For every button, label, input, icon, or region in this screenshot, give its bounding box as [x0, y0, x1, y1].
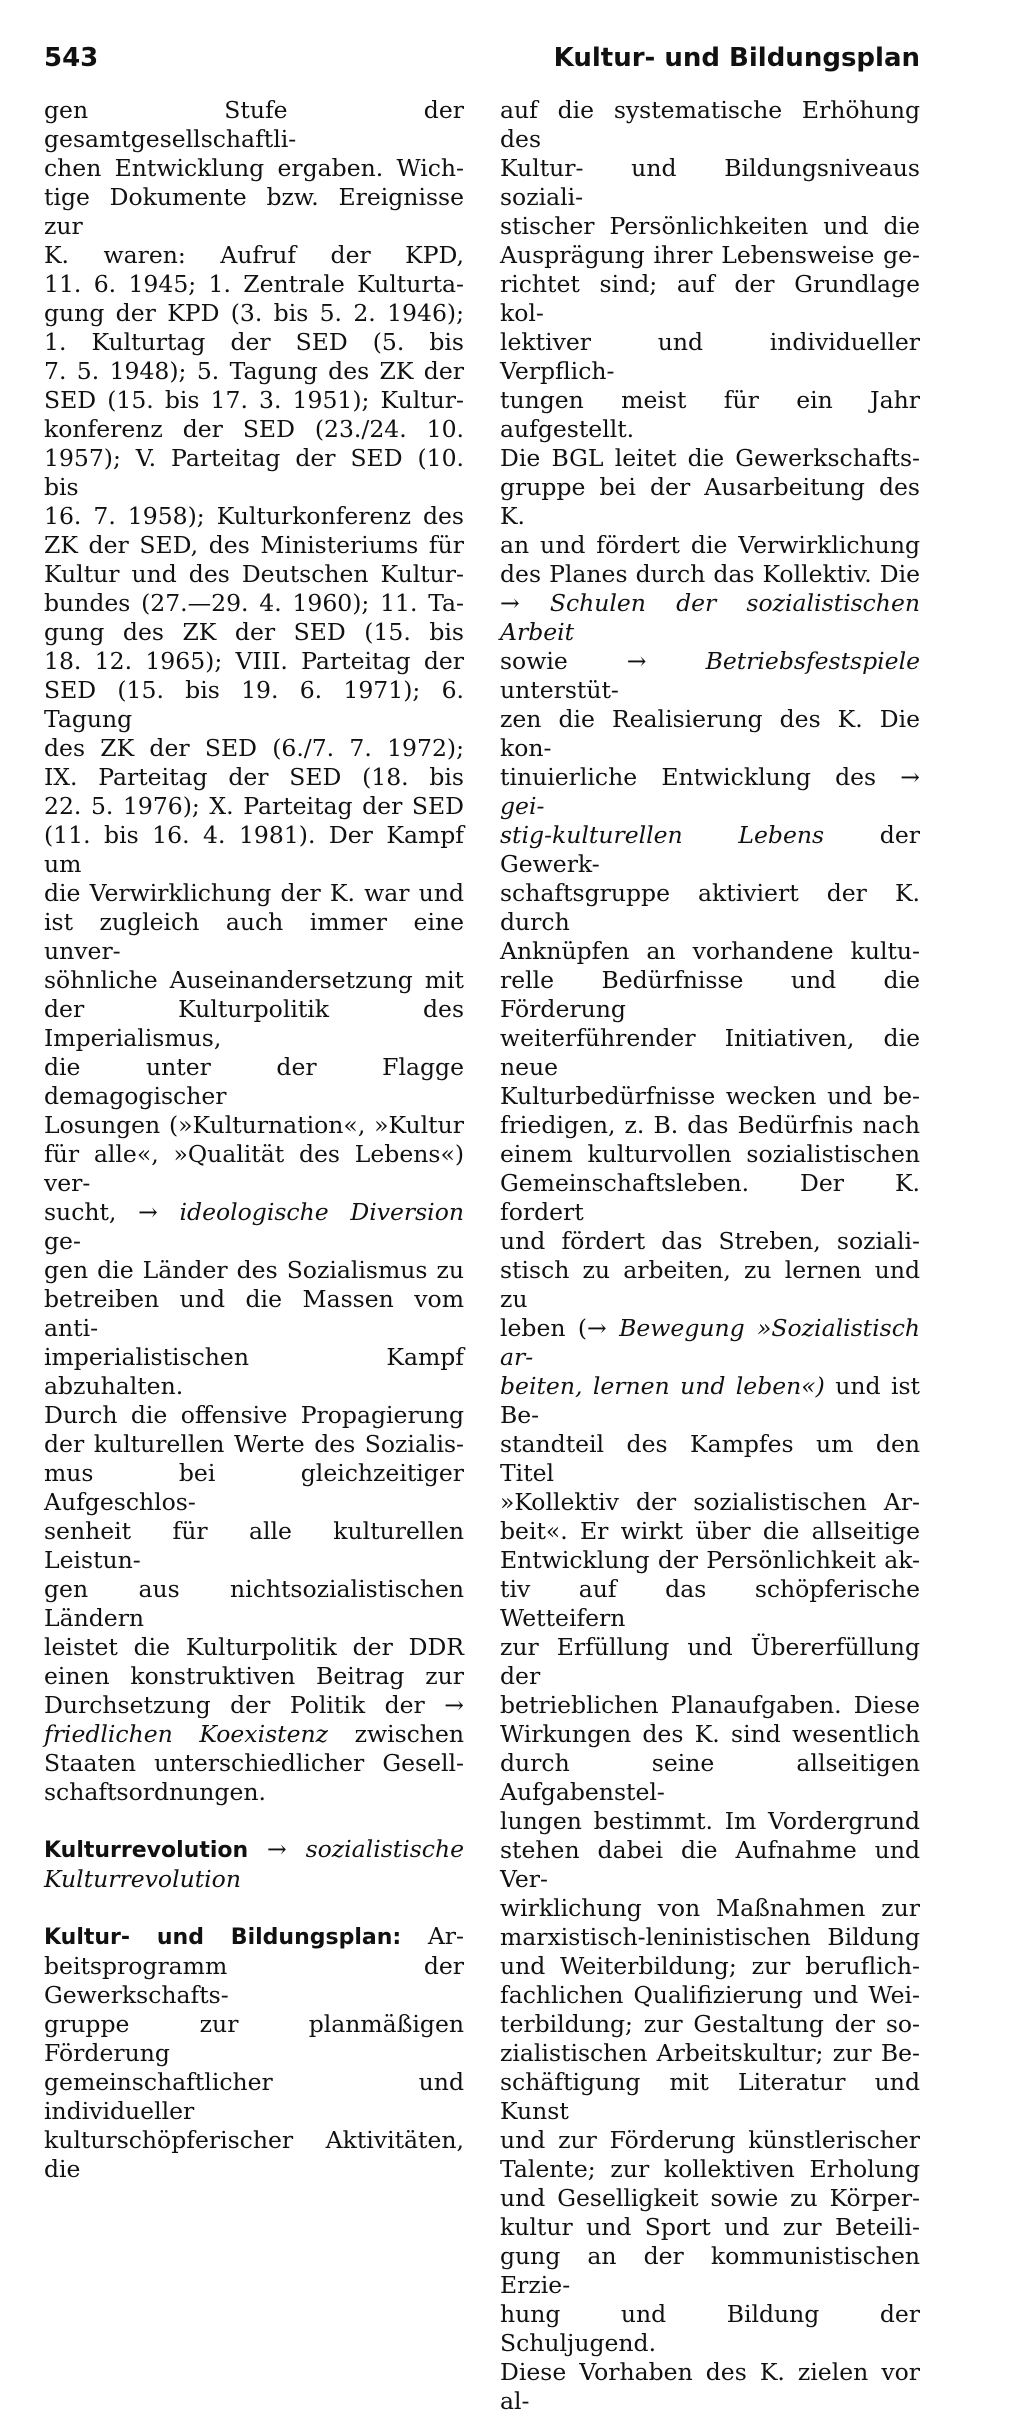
- text-line: einem kulturvollen sozialistischen: [500, 1140, 920, 1168]
- text-run: leben (→: [500, 1314, 620, 1342]
- text-line: (11. bis 16. 4. 1981). Der Kampf um: [44, 821, 464, 878]
- text-run: →: [500, 589, 550, 617]
- text-line: 11. 6. 1945; 1. Zentrale Kulturta-: [44, 270, 464, 298]
- text-line: relle Bedürfnisse und die Förderung: [500, 966, 920, 1023]
- text-line: marxistisch-leninistischen Bildung: [500, 1923, 920, 1951]
- entry-line: kulturschöpferischer Aktivitäten, die: [44, 2126, 464, 2183]
- text-line: K. waren: Aufruf der KPD,: [44, 241, 464, 269]
- text-run: unterstüt-: [500, 676, 619, 704]
- text-line: standteil des Kampfes um den Titel: [500, 1430, 920, 1487]
- text-line: einen konstruktiven Beitrag zur: [44, 1662, 464, 1690]
- text-run: sowie →: [500, 647, 706, 675]
- text-line: tiv auf das schöpferische Wetteifern: [500, 1575, 920, 1632]
- right-body-text: [500, 96, 920, 2416]
- text-line: 1957); V. Parteitag der SED (10. bis: [44, 444, 464, 501]
- text-line: zialistischen Arbeitskultur; zur Be-: [500, 2039, 920, 2067]
- text-line: leistet die Kulturpolitik der DDR: [44, 1633, 464, 1661]
- text-line: tige Dokumente bzw. Ereignisse zur: [44, 183, 464, 240]
- text-line: die unter der Flagge demagogischer: [44, 1053, 464, 1110]
- text-line: Ausprägung ihrer Lebensweise ge-: [500, 241, 920, 269]
- text-line: imperialistischen Kampf abzuhalten.: [44, 1343, 464, 1400]
- entry-line: beitsprogramm der Gewerkschafts-: [44, 1952, 464, 2009]
- text-line: [44, 1720, 464, 1749]
- text-line: wirklichung von Maßnahmen zur: [500, 1894, 920, 1922]
- text-line: »Kollektiv der sozialistischen Ar-: [500, 1488, 920, 1516]
- cross-reference: stig-kulturellen Lebens: [500, 821, 825, 849]
- text-line: betreiben und die Massen vom anti-: [44, 1285, 464, 1342]
- entry-kultur-und-bildungsplan: [44, 1922, 464, 2184]
- entry-gap: [44, 1894, 464, 1922]
- text-run: zwischen: [328, 1720, 464, 1748]
- text-line: die Verwirklichung der K. war und: [44, 879, 464, 907]
- entry-gap: [44, 1807, 464, 1835]
- text-line: der Kulturpolitik des Imperialismus,: [44, 995, 464, 1052]
- text-line: schaftsordnungen.: [44, 1778, 266, 1806]
- text-line: tungen meist für ein Jahr aufgestellt.: [500, 386, 920, 443]
- text-line: [500, 589, 920, 647]
- entry-line: gruppe zur planmäßigen Förderung: [44, 2010, 464, 2067]
- text-line: gruppe bei der Ausarbeitung des K.: [500, 473, 920, 530]
- text-line: terbildung; zur Gestaltung der so-: [500, 2010, 920, 2038]
- text-line: stehen dabei die Aufnahme und Ver-: [500, 1836, 920, 1893]
- text-line: [500, 763, 920, 821]
- text-line: stischer Persönlichkeiten und die: [500, 212, 920, 240]
- cross-reference: Betriebsfestspiele: [705, 647, 920, 675]
- text-line: Durchsetzung der Politik der →: [44, 1691, 464, 1719]
- cross-reference: Bewegung »Sozialistisch ar-: [500, 1314, 920, 1371]
- cross-reference: friedlichen Koexistenz: [44, 1720, 329, 1748]
- text-line: bundes (27.—29. 4. 1960); 11. Ta-: [44, 589, 464, 617]
- text-line: Kultur und des Deutschen Kultur-: [44, 560, 464, 588]
- text-line: schaftsgruppe aktiviert der K. durch: [500, 879, 920, 936]
- text-line: Gemeinschaftsleben. Der K. fordert: [500, 1169, 920, 1226]
- text-line: friedigen, z. B. das Bedürfnis nach: [500, 1111, 920, 1139]
- text-line: chen Entwicklung ergaben. Wich-: [44, 154, 464, 182]
- text-line: und Geselligkeit sowie zu Körper-: [500, 2184, 920, 2212]
- running-title: Kultur- und Bildungsplan: [553, 43, 920, 73]
- text-line: mus bei gleichzeitiger Aufgeschlos-: [44, 1459, 464, 1516]
- text-line: Wirkungen des K. sind wesentlich: [500, 1720, 920, 1748]
- entry-line: [44, 1922, 464, 1952]
- text-line: lektiver und individueller Verpflich-: [500, 328, 920, 385]
- text-run: und ist Be-: [500, 1372, 920, 1429]
- text-line: des ZK der SED (6./7. 7. 1972);: [44, 734, 464, 762]
- text-line: Kultur- und Bildungsniveaus soziali-: [500, 154, 920, 211]
- text-line: weiterführender Initiativen, die neue: [500, 1024, 920, 1081]
- left-column: [44, 96, 464, 2184]
- entry-line: [44, 1835, 464, 1865]
- text-line: 1. Kulturtag der SED (5. bis: [44, 328, 464, 356]
- left-body-text: [44, 96, 464, 1807]
- text-line: Anknüpfen an vorhandene kultu-: [500, 937, 920, 965]
- text-line: beit«. Er wirkt über die allseitige: [500, 1517, 920, 1545]
- cross-reference: Schulen der sozialistischen Arbeit: [500, 589, 920, 646]
- cross-reference: beiten, lernen und leben«): [500, 1372, 825, 1400]
- text-run: ge-: [44, 1227, 81, 1255]
- headword: Kulturrevolution: [44, 1838, 249, 1863]
- entry-line: gemeinschaftlicher und individueller: [44, 2068, 464, 2125]
- text-line: lungen bestimmt. Im Vordergrund: [500, 1807, 920, 1835]
- text-line: durch seine allseitigen Aufgabenstel-: [500, 1749, 920, 1806]
- text-line: schäftigung mit Literatur und Kunst: [500, 2068, 920, 2125]
- arrow: →: [248, 1835, 306, 1863]
- text-run: tinuierliche Entwicklung des →: [500, 763, 920, 791]
- text-line: 16. 7. 1958); Kulturkonferenz des: [44, 502, 464, 530]
- headword: Kultur- und Bildungsplan:: [44, 1925, 402, 1950]
- text-line: betrieblichen Planaufgaben. Diese: [500, 1691, 920, 1719]
- right-column: [500, 96, 920, 2416]
- text-line: kultur und Sport und zur Beteili-: [500, 2213, 920, 2241]
- text-line: Kulturbedürfnisse wecken und be-: [500, 1082, 920, 1110]
- text-line: Die BGL leitet die Gewerkschafts-: [500, 444, 920, 472]
- text-line: [500, 1372, 920, 1430]
- text-line: und fördert das Streben, soziali-: [500, 1227, 920, 1255]
- text-line: Losungen (»Kulturnation«, »Kultur: [44, 1111, 464, 1139]
- text-line: gen Stufe der gesamtgesellschaftli-: [44, 96, 464, 153]
- text-line: [44, 1198, 464, 1256]
- text-line: an und fördert die Verwirklichung: [500, 531, 920, 559]
- page-header: [44, 38, 920, 78]
- text-line: Staaten unterschiedlicher Gesell-: [44, 1749, 464, 1777]
- text-line: gung des ZK der SED (15. bis: [44, 618, 464, 646]
- entry-line: [44, 1865, 464, 1894]
- text-line: richtet sind; auf der Grundlage kol-: [500, 270, 920, 327]
- text-line: 22. 5. 1976); X. Parteitag der SED: [44, 792, 464, 820]
- text-line: gen die Länder des Sozialismus zu: [44, 1256, 464, 1284]
- cross-reference: Kulturrevolution: [44, 1865, 241, 1893]
- page-number: 543: [44, 43, 99, 73]
- cross-reference: ideologische Diversion: [179, 1198, 464, 1226]
- text-line: Diese Vorhaben des K. zielen vor al-: [500, 2358, 920, 2415]
- text-line: gung an der kommunistischen Erzie-: [500, 2242, 920, 2299]
- text-run: Ar-: [401, 1922, 464, 1950]
- text-line: söhnliche Auseinandersetzung mit: [44, 966, 464, 994]
- cross-reference: sozialistische: [305, 1835, 464, 1863]
- text-line: und zur Förderung künstlerischer: [500, 2126, 920, 2154]
- text-line: für alle«, »Qualität des Lebens«) ver-: [44, 1140, 464, 1197]
- text-run: sucht, →: [44, 1198, 180, 1226]
- text-line: [500, 647, 920, 705]
- text-line: [500, 821, 920, 879]
- text-line: IX. Parteitag der SED (18. bis: [44, 763, 464, 791]
- text-line: [500, 1314, 920, 1372]
- text-line: fachlichen Qualifizierung und Wei-: [500, 1981, 920, 2009]
- text-line: hung und Bildung der Schuljugend.: [500, 2300, 920, 2357]
- text-line: Talente; zur kollektiven Erholung: [500, 2155, 920, 2183]
- text-line: SED (15. bis 19. 6. 1971); 6. Tagung: [44, 676, 464, 733]
- text-line: und Weiterbildung; zur beruflich-: [500, 1952, 920, 1980]
- text-line: 18. 12. 1965); VIII. Parteitag der: [44, 647, 464, 675]
- text-line: Entwicklung der Persönlichkeit ak-: [500, 1546, 920, 1574]
- text-line: 7. 5. 1948); 5. Tagung des ZK der: [44, 357, 464, 385]
- text-line: stisch zu arbeiten, zu lernen und zu: [500, 1256, 920, 1313]
- text-line: des Planes durch das Kollektiv. Die: [500, 560, 920, 588]
- text-line: zur Erfüllung und Übererfüllung der: [500, 1633, 920, 1690]
- text-line: Durch die offensive Propagierung: [44, 1401, 464, 1429]
- text-line: senheit für alle kulturellen Leistun-: [44, 1517, 464, 1574]
- text-line: gung der KPD (3. bis 5. 2. 1946);: [44, 299, 464, 327]
- cross-reference: gei-: [500, 792, 545, 820]
- text-line: gen aus nichtsozialistischen Ländern: [44, 1575, 464, 1632]
- text-line: auf die systematische Erhöhung des: [500, 96, 920, 153]
- text-line: ist zugleich auch immer eine unver-: [44, 908, 464, 965]
- text-line: konferenz der SED (23./24. 10.: [44, 415, 464, 443]
- text-line: der kulturellen Werte des Sozialis-: [44, 1430, 464, 1458]
- text-line: SED (15. bis 17. 3. 1951); Kultur-: [44, 386, 464, 414]
- text-run: der Gewerk-: [500, 821, 920, 878]
- text-line: zen die Realisierung des K. Die kon-: [500, 705, 920, 762]
- text-line: ZK der SED, des Ministeriums für: [44, 531, 464, 559]
- entry-kulturrevolution: [44, 1835, 464, 1894]
